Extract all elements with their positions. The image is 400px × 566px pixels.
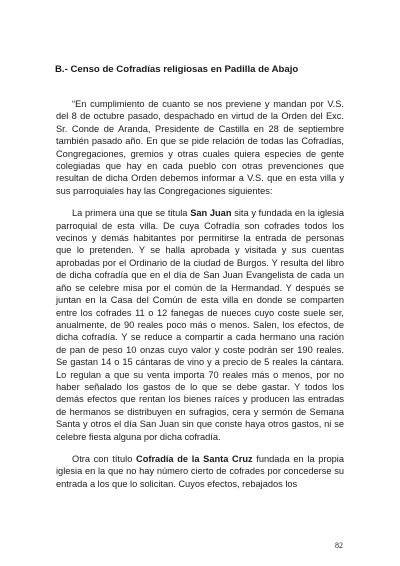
- paragraph-text: sita y fundada en la iglesia parroquial de esta villa. De cuya Cofradía son cofrades todos los vecinos y demás habitantes por permitirse la entrada de personas que lo pretenden. Y se halla aprobada y visitada y sus cuentas aprobadas por el Ordinario de la ciudad de Burgos. Y resulta del libro de dicha cofradía que en el día de San Juan Evangelista de cada un año se celebre misa por el común de la Hermandad. Y después se juntan en la Casa del Común de esta villa en donde se comparten entre los cofrades 11 o 12 fanegas de nueces cuyo coste suele ser, anualmente, de 90 reales poco más o menos. Salen, los efectos, de dicha cofradía. Y se reduce a compartir a cada hermano una ración de pan de peso 10 onzas cuyo valor y coste podrán ser 190 reales. Se gastan 14 o 15 cántaras de vino y a precio de 5 reales la cántara. Lo regulan a que su venta importa 70 reales más o menos, por no haber señalado los gastos de lo que se debe gastar. Y todos los demás efectos que rentan los bienes raíces y producen las entradas de hermanos se distribuyen en sufragios, cera y sermón de Semana Santa y otros el día San Juan sin que conste haya otros gastos, ni se celebre fiesta alguna por dicha cofradía.: [56, 208, 344, 442]
- paragraph-text: fundada en la propia iglesia en la que no hay número cierto de cofrades por concederse su entrada a los que lo solicitan. Cuyos efectos, rebajados los: [56, 453, 344, 489]
- page-number: 82: [335, 541, 343, 550]
- paragraph-intro-text: “En cumplimiento de cuanto se nos previene y mandan por V.S. del 8 de octubre pasado, despachado en virtud de la Orden del Exc. Sr. Conde de Aranda, Presidente de Castilla en 28 de septiembre también pasado año. En que se pide relación de todas las Cofradías, Congregaciones, gremios y otras cuales quiera especies de gente colegiadas que hay en cada pueblo con otras prevenciones que resultan de dicha Orden debemos informar a V.S. que en esta villa y sus parroquiales hay las Congregaciones siguientes:: [56, 99, 344, 196]
- paragraph-text: La primera una que se titula: [72, 208, 191, 219]
- cofradia-name-santa-cruz: Cofradía de la Santa Cruz: [136, 453, 253, 464]
- cofradia-name-san-juan: San Juan: [190, 208, 232, 219]
- section-heading: B.- Censo de Cofradías religiosas en Padilla de Abajo: [55, 64, 299, 75]
- body-text: [56, 98, 344, 490]
- paragraph-text: Otra con título: [72, 453, 137, 464]
- paragraph-san-juan: [56, 207, 344, 443]
- paragraph-intro: [56, 98, 344, 197]
- paragraph-santa-cruz: [56, 453, 344, 490]
